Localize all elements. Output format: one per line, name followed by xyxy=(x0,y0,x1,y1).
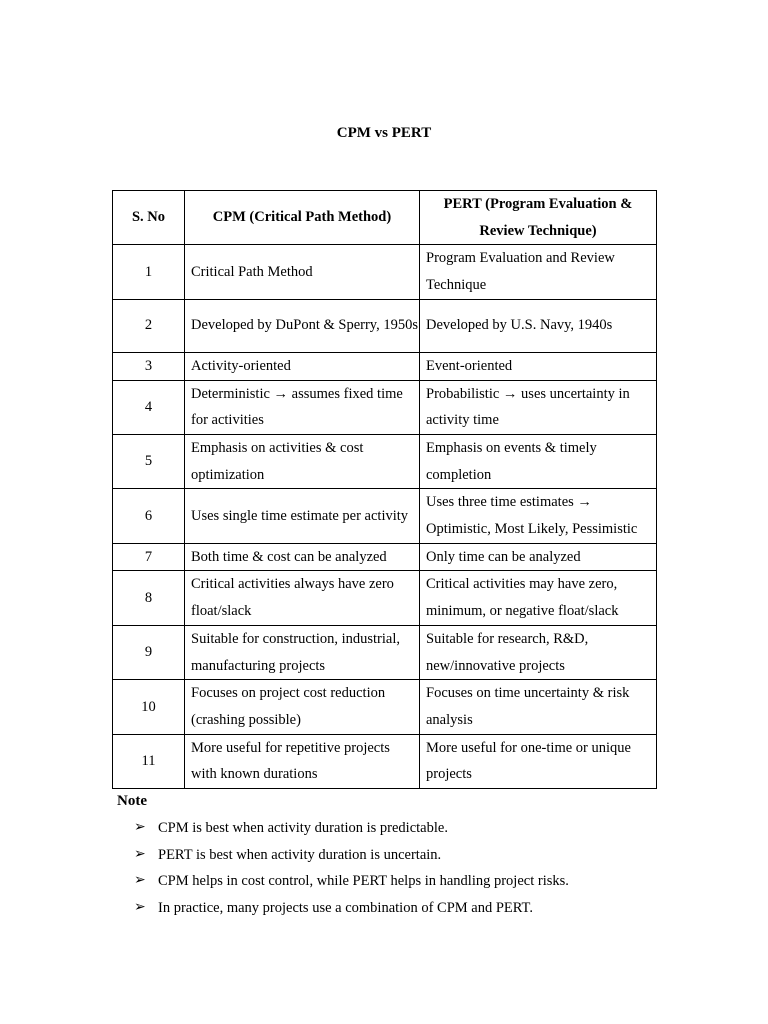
cpm-cell: Both time & cost can be analyzed xyxy=(185,543,420,571)
row-number: 10 xyxy=(113,680,185,734)
pert-cell: More useful for one-time or unique projects xyxy=(420,734,657,788)
pert-cell: Focuses on time uncertainty & risk analysis xyxy=(420,680,657,734)
note-item xyxy=(134,815,569,842)
row-number: 3 xyxy=(113,352,185,380)
pert-cell: Event-oriented xyxy=(420,352,657,380)
row-number: 11 xyxy=(113,734,185,788)
note-item xyxy=(134,842,569,869)
table-row xyxy=(113,352,657,380)
header-pert: PERT (Program Evaluation & Review Technique) xyxy=(420,191,657,245)
cpm-cell: Focuses on project cost reduction (crashing possible) xyxy=(185,680,420,734)
note-item-text: In practice, many projects use a combination of CPM and PERT. xyxy=(158,899,533,916)
pert-cell: Emphasis on events & timely completion xyxy=(420,434,657,488)
table-row xyxy=(113,543,657,571)
note-item-text: CPM helps in cost control, while PERT helps in handling project risks. xyxy=(158,873,569,889)
cpm-cell: Critical activities always have zero float/slack xyxy=(185,571,420,625)
note-item xyxy=(134,895,569,922)
cpm-cell: Uses single time estimate per activity xyxy=(185,489,420,543)
row-number: 6 xyxy=(113,489,185,543)
note-item-text: CPM is best when activity duration is predictable. xyxy=(158,820,448,836)
table-header-row xyxy=(113,191,657,245)
note-item xyxy=(134,868,569,895)
row-number: 4 xyxy=(113,380,185,434)
header-cpm: CPM (Critical Path Method) xyxy=(185,191,420,245)
row-number: 9 xyxy=(113,625,185,679)
pert-cell: Critical activities may have zero, minimum, or negative float/slack xyxy=(420,571,657,625)
arrowhead-bullet-icon: ➢ xyxy=(134,899,146,915)
pert-cell: Only time can be analyzed xyxy=(420,543,657,571)
cpm-cell: Developed by DuPont & Sperry, 1950s xyxy=(185,299,420,352)
cpm-cell: Emphasis on activities & cost optimization xyxy=(185,434,420,488)
note-list xyxy=(134,815,569,921)
table-row xyxy=(113,571,657,625)
table-row xyxy=(113,625,657,679)
pert-cell: Developed by U.S. Navy, 1940s xyxy=(420,299,657,352)
pert-cell: Suitable for research, R&D, new/innovative projects xyxy=(420,625,657,679)
row-number: 1 xyxy=(113,245,185,299)
cpm-cell: More useful for repetitive projects with known durations xyxy=(185,734,420,788)
arrowhead-bullet-icon: ➢ xyxy=(134,873,146,888)
table-row xyxy=(113,245,657,299)
note-item-text: PERT is best when activity duration is uncertain. xyxy=(158,846,442,863)
cpm-cell: Deterministic → assumes fixed time for activities xyxy=(185,380,420,434)
row-number: 8 xyxy=(113,571,185,625)
row-number: 7 xyxy=(113,543,185,571)
cpm-cell: Suitable for construction, industrial, manufacturing projects xyxy=(185,625,420,679)
cpm-cell: Activity-oriented xyxy=(185,352,420,380)
row-number: 2 xyxy=(113,299,185,352)
pert-cell: Uses three time estimates → Optimistic, Most Likely, Pessimistic xyxy=(420,489,657,543)
note-heading: Note xyxy=(117,793,147,809)
pert-cell: Program Evaluation and Review Technique xyxy=(420,245,657,299)
cpm-cell: Critical Path Method xyxy=(185,245,420,299)
page-title: CPM vs PERT xyxy=(336,125,432,141)
table-row xyxy=(113,434,657,488)
row-number: 5 xyxy=(113,434,185,488)
pert-cell: Probabilistic → uses uncertainty in activity time xyxy=(420,380,657,434)
arrowhead-bullet-icon: ➢ xyxy=(134,820,146,835)
table-row xyxy=(113,380,657,434)
header-sno: S. No xyxy=(113,191,185,245)
table-row xyxy=(113,734,657,788)
comparison-table xyxy=(112,190,657,789)
table-row xyxy=(113,489,657,543)
table-row xyxy=(113,299,657,352)
table-row xyxy=(113,680,657,734)
arrowhead-bullet-icon: ➢ xyxy=(134,846,146,862)
